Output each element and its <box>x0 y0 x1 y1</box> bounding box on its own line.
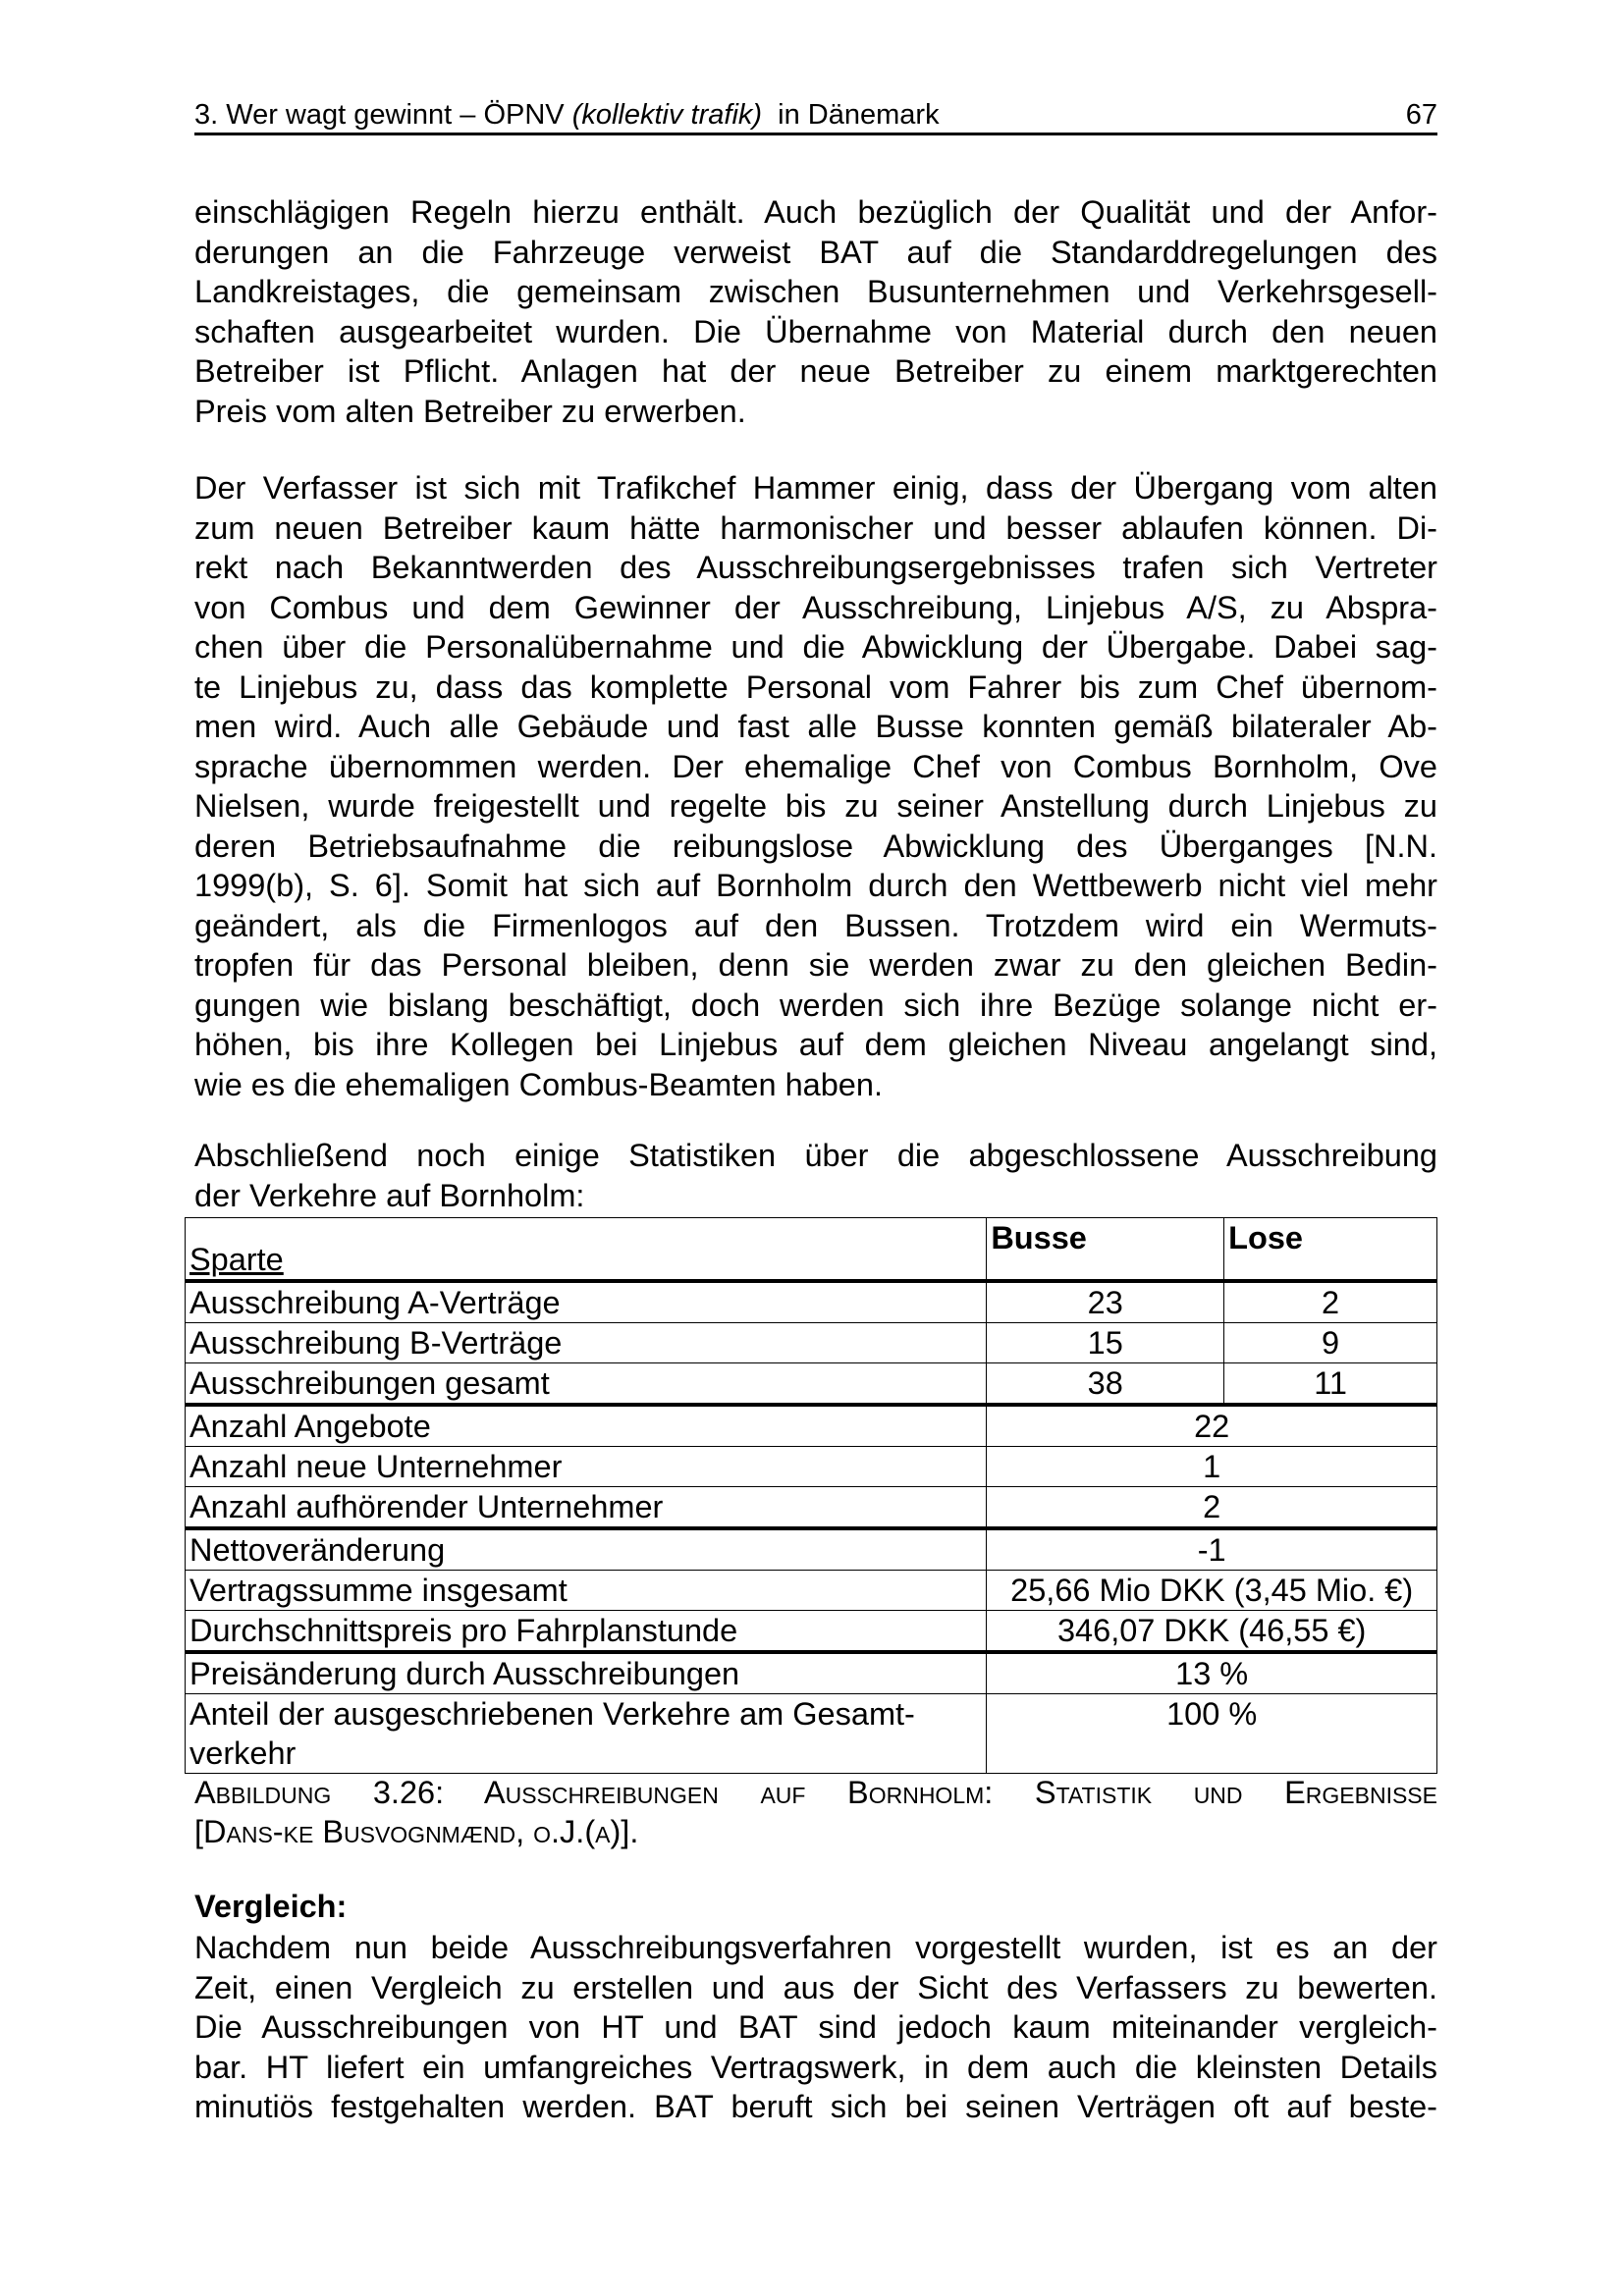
cell-value: 22 <box>987 1405 1437 1447</box>
text-line: derungen an die Fahrzeuge verweist BAT auf die Standarddregelungen des <box>194 234 1437 270</box>
running-header <box>194 98 1437 135</box>
row-label: Anzahl aufhörender Unternehmer <box>186 1487 987 1529</box>
table-row <box>186 1323 1437 1363</box>
text-line: der Verkehre auf Bornholm: <box>194 1177 585 1213</box>
table-row <box>186 1405 1437 1447</box>
cell-lose: 11 <box>1224 1363 1437 1406</box>
text-line: Nielsen, wurde freigestellt und regelte bis zu seiner Anstellung durch Linjebus zu <box>194 788 1437 824</box>
header-lose: Lose <box>1224 1218 1437 1282</box>
text-line: 1999(b), S. 6]. Somit hat sich auf Bornholm durch den Wettbewerb nicht viel mehr <box>194 868 1437 903</box>
cell-value: 13 % <box>987 1652 1437 1694</box>
table-row <box>186 1363 1437 1406</box>
text-line: von Combus und dem Gewinner der Ausschreibung, Linjebus A/S, zu Abspra- <box>194 589 1437 625</box>
chapter-title-suffix: in Dänemark <box>762 99 940 131</box>
text-line: minutiös festgehalten werden. BAT beruft sich bei seinen Verträgen oft auf beste- <box>194 2089 1437 2124</box>
text-line: chen über die Personalübernahme und die Abwicklung der Übergabe. Dabei sag- <box>194 629 1437 665</box>
text-line: zum neuen Betreiber kaum hätte harmonischer und besser ablaufen können. Di- <box>194 509 1437 546</box>
paragraph-4 <box>194 1928 1437 2127</box>
text-line: einschlägigen Regeln hierzu enthält. Auch bezüglich der Qualität und der Anfor- <box>194 194 1437 230</box>
row-label: Durchschnittspreis pro Fahrplanstunde <box>186 1611 987 1653</box>
text-line: tropfen für das Personal bleiben, denn sie werden zwar zu den gleichen Bedin- <box>194 947 1437 983</box>
text-line: Preis vom alten Betreiber zu erwerben. <box>194 393 746 429</box>
text-line: höhen, bis ihre Kollegen bei Linjebus auf dem gleichen Niveau angelangt sind, <box>194 1027 1437 1062</box>
cell-busse: 15 <box>987 1323 1224 1363</box>
cell-busse: 38 <box>987 1363 1224 1406</box>
page-number: 67 <box>1405 99 1437 131</box>
row-label: Anzahl Angebote <box>186 1405 987 1447</box>
row-label: Ausschreibung B-Verträge <box>186 1323 987 1363</box>
paragraph-3 <box>194 1136 1437 1215</box>
text-line: sprache übernommen werden. Der ehemalige Chef von Combus Bornholm, Ove <box>194 748 1437 784</box>
text-line: men wird. Auch alle Gebäude und fast alle Busse konnten gemäß bilateraler Ab- <box>194 709 1437 744</box>
statistics-table <box>185 1217 1437 1774</box>
paragraph-1 <box>194 192 1437 431</box>
cell-lose: 9 <box>1224 1323 1437 1363</box>
cell-value: 100 % <box>987 1694 1437 1774</box>
table-row <box>186 1611 1437 1653</box>
cell-value: 346,07 DKK (46,55 €) <box>987 1611 1437 1653</box>
table-row <box>186 1652 1437 1694</box>
text-line: schaften ausgearbeitet wurden. Die Übernahme von Material durch den neuen <box>194 313 1437 349</box>
text-line: Betreiber ist Pflicht. Anlagen hat der neue Betreiber zu einem marktgerechten <box>194 353 1437 389</box>
row-label: Ausschreibung A-Verträge <box>186 1281 987 1323</box>
row-label-line: verkehr <box>189 1735 297 1771</box>
table-row <box>186 1571 1437 1611</box>
row-label <box>186 1694 987 1774</box>
table-row <box>186 1487 1437 1529</box>
row-label: Anzahl neue Unternehmer <box>186 1447 987 1487</box>
chapter-title <box>194 98 940 132</box>
cell-value: 2 <box>987 1487 1437 1529</box>
text-line: gungen wie bislang beschäftigt, doch werden sich ihre Bezüge solange nicht er- <box>194 987 1437 1023</box>
table-row <box>186 1281 1437 1323</box>
caption-line: Abbildung 3.26: Ausschreibungen auf Bornholm: Statistik und Ergebnisse <box>194 1775 1437 1810</box>
cell-value: 25,66 Mio DKK (3,45 Mio. €) <box>987 1571 1437 1611</box>
text-line: Die Ausschreibungen von HT und BAT sind jedoch kaum miteinander vergleich- <box>194 2009 1437 2045</box>
chapter-title-italic: (kollektiv trafik) <box>571 99 763 131</box>
text-line: Nachdem nun beide Ausschreibungsverfahren vorgestellt wurden, ist es an der <box>194 1930 1437 1965</box>
text-line: Landkreistages, die gemeinsam zwischen Busunternehmen und Verkehrsgesell- <box>194 274 1437 309</box>
chapter-title-prefix: 3. Wer wagt gewinnt – ÖPNV <box>194 99 572 131</box>
text-line: deren Betriebsaufnahme die reibungslose Abwicklung des Überganges [N.N. <box>194 828 1437 864</box>
row-label: Vertragssumme insgesamt <box>186 1571 987 1611</box>
cell-busse: 23 <box>987 1281 1224 1323</box>
table-row <box>186 1447 1437 1487</box>
table-header-row <box>186 1218 1437 1282</box>
cell-lose: 2 <box>1224 1281 1437 1323</box>
table-row <box>186 1694 1437 1774</box>
header-busse: Busse <box>987 1218 1224 1282</box>
text-line: te Linjebus zu, dass das komplette Personal vom Fahrer bis zum Chef übernom- <box>194 668 1437 705</box>
cell-value: -1 <box>987 1528 1437 1571</box>
row-label: Ausschreibungen gesamt <box>186 1363 987 1406</box>
text-line: Der Verfasser ist sich mit Trafikchef Hammer einig, dass der Übergang vom alten <box>194 470 1437 506</box>
row-label-line: Anteil der ausgeschriebenen Verkehre am Gesamt- <box>189 1696 915 1732</box>
row-label: Preisänderung durch Ausschreibungen <box>186 1652 987 1694</box>
section-heading: Vergleich: <box>194 1889 348 1924</box>
row-label: Nettoveränderung <box>186 1528 987 1571</box>
table-row <box>186 1528 1437 1571</box>
text-line: Zeit, einen Vergleich zu erstellen und aus der Sicht des Verfassers zu bewerten. <box>194 1969 1437 2005</box>
header-sparte: Sparte <box>186 1218 987 1282</box>
text-line: bar. HT liefert ein umfangreiches Vertragswerk, in dem auch die kleinsten Details <box>194 2049 1437 2085</box>
text-line: wie es die ehemaligen Combus-Beamten haben. <box>194 1066 883 1102</box>
text-line: Abschließend noch einige Statistiken über die abgeschlossene Ausschreibung <box>194 1138 1437 1173</box>
cell-value: 1 <box>987 1447 1437 1487</box>
text-line: geändert, als die Firmenlogos auf den Bussen. Trotzdem wird ein Wermuts- <box>194 907 1437 943</box>
text-line: rekt nach Bekanntwerden des Ausschreibungsergebnisses trafen sich Vertreter <box>194 550 1437 585</box>
caption-line: [Dans-ke Busvognmænd, o.J.(a)]. <box>194 1814 639 1849</box>
paragraph-2 <box>194 468 1437 1104</box>
figure-caption <box>194 1773 1437 1851</box>
